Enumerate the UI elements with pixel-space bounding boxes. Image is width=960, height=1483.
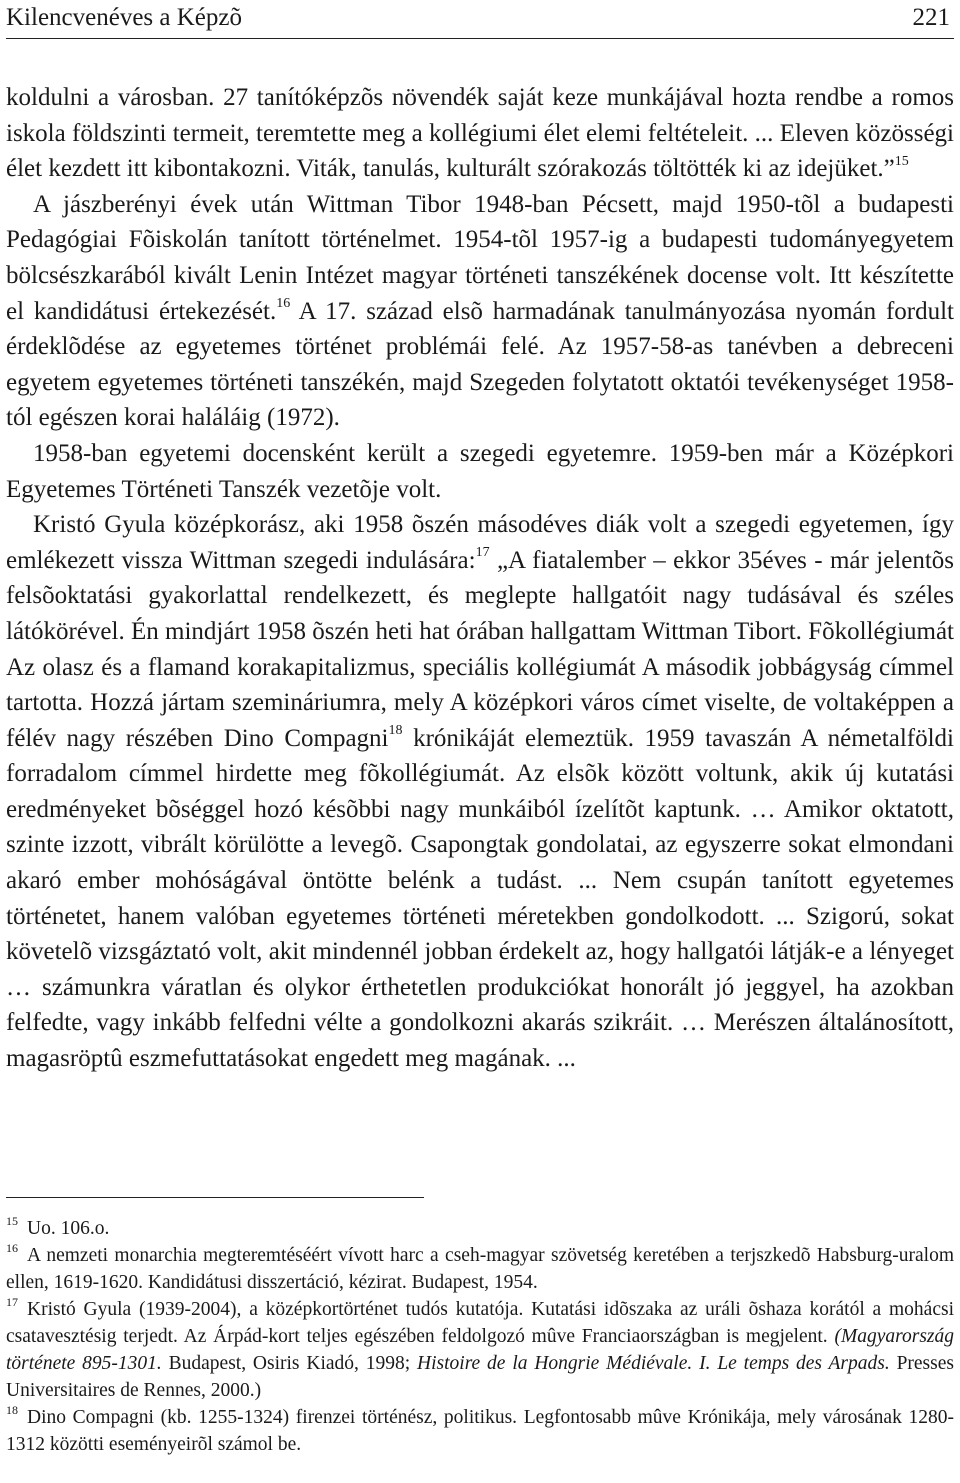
footnote-title-italic: Histoire de la Hongrie Médiévale. I. Le temps des Arpads. [417, 1353, 890, 1374]
paragraph-text: koldulni a városban. 27 tanítóképzõs növendék saját keze munkájával hozta rendbe a romos iskola földszinti termeit, teremtette meg a kollégiumi élet elemi feltételeit. ... Eleven közösségi élet kezdett itt kibontakozni. Viták, tanulás, kulturált szórakozás töltötték ki az idejüket.” [6, 84, 954, 183]
paragraph-3 [6, 436, 954, 507]
footnote-text: Kristó Gyula (1939-2004), a középkortörténet tudós kutatója. Kutatási idõszaka az uráli õshaza korától a mohácsi csatavesztésig terjedt. Az Árpád-kort teljes egészében feldolgozó mûve Franciaországban is megjelent. [6, 1299, 954, 1347]
footnotes [6, 1215, 954, 1458]
footnote-number: 17 [6, 1294, 18, 1309]
paragraph-2 [6, 187, 954, 436]
footnote-text: Budapest, Osiris Kiadó, 1998; [161, 1353, 418, 1374]
footnote-text: Dino Compagni (kb. 1255-1324) firenzei történész, politikus. Legfontosabb mûve Krónikája, mely városának 1280-1312 közötti eseményeirõl számol be. [6, 1407, 954, 1455]
paragraph-text: Kristó Gyula középkorász, aki 1958 õszén másodéves diák volt a szegedi egyetemen, így emlékezett vissza Wittman szegedi indulására: [6, 511, 954, 574]
footnote-rule [6, 1197, 424, 1198]
footnote-ref-17: 17 [475, 545, 490, 561]
paragraph-text: 1958-ban egyetemi docensként került a szegedi egyetemre. 1959-ben már a Középkori Egyetemes Történeti Tanszék vezetõje volt. [6, 439, 954, 503]
footnote-16 [6, 1242, 954, 1296]
footnote-text: Uo. 106.o. [27, 1218, 110, 1239]
footnote-ref-16: 16 [276, 296, 291, 312]
paragraph-4 [6, 507, 954, 1077]
footnote-ref-15: 15 [894, 153, 909, 169]
footnote-18 [6, 1404, 954, 1458]
footnote-15 [6, 1215, 954, 1242]
footnote-text: A nemzeti monarchia megteremtéséért vívott harc a cseh-magyar szövetség keretében a terjszkedõ Habsburg-uralom ellen, 1619-1620. Kandidátusi disszertáció, kézirat. Budapest, 1954. [6, 1245, 954, 1293]
running-title: Kilencvenéves a Képzõ [6, 4, 242, 31]
footnote-number: 16 [6, 1240, 18, 1255]
header-rule [6, 38, 954, 39]
footnote-ref-18: 18 [388, 723, 403, 739]
page-number: 221 [912, 4, 950, 31]
paragraph-text: A jászberényi évek után Wittman Tibor 1948-ban Pécsett, majd 1950-tõl a budapesti Pedagógiai Fõiskolán tanított történelmet. 1954-tõl 1957-ig a budapesti tudományegyetem bölcsészkarából kivált Lenin Intézet magyar történeti tanszékének docense volt. Itt készítette el kandidátusi értekezését. [6, 190, 954, 325]
paragraph-text: „A fiatalember – ekkor 35éves - már jelentõs felsõoktatási gyakorlattal rendelkezett, és meglepte hallgatóit nagy tudásával és széles látókörével. Én mindjárt 1958 õszén heti hat órában hallgattam Wittman Tibort. Fõkollégiumát Az olasz és a flamand korakapitalizmus, speciális kollégiumát A második jobbágyság címmel tartotta. Hozzá jártam szemináriumra, mely A középkori város címet viselte, de voltaképpen a félév nagy részében Dino Compagni [6, 546, 954, 752]
body-text [6, 80, 954, 1077]
paragraph-1 [6, 80, 954, 187]
running-header [6, 0, 954, 40]
paragraph-text: krónikáját elemeztük. 1959 tavaszán A németalföldi forradalom címmel hirdette meg fõkollégiumát. Az elsõk között voltunk, akik új kutatási eredményeket bõséggel hozó késõbbi nagy munkáiból ízelítõt kaptunk. … Amikor oktatott, szinte izzott, vibrált körülötte a levegõ. Csapongtak gondolatai, az egyszerre sokat elmondani akaró ember mohóságával öntötte belénk a tudást. ... Nem csupán tanított egyetemes történetet, hanem valóban egyetemes történeti méretekben gondolkodott. ... Szigorú, sokat követelõ vizsgáztató volt, akit mindennél jobban érdekelt az, hogy hallgatói látják-e a lényeget … számunkra váratlan és olykor érthetetlen produkciókat honorált jó jeggyel, ha azokban felfedte, vagy inkább felfedni vélte a gondolkozni akarás szikráit. … Merészen általánosított, magasröptû eszmefuttatásokat engedett meg magának. ... [6, 724, 954, 1073]
footnote-17 [6, 1296, 954, 1404]
footnote-title-italic: (Magyarország története 895-1301. [6, 1326, 954, 1374]
footnote-text: Presses Universitaires de Rennes, 2000.) [6, 1353, 954, 1401]
footnote-number: 18 [6, 1402, 18, 1417]
footnote-number: 15 [6, 1213, 18, 1228]
paragraph-text: A 17. század elsõ harmadának tanulmányozása nyomán fordult érdeklõdése az egyetemes történet problémái felé. Az 1957-58-as tanévben a debreceni egyetem egyetemes történeti tanszékén, majd Szegeden folytatott oktatói tevékenységet 1958-tól egészen korai haláláig (1972). [6, 297, 954, 432]
